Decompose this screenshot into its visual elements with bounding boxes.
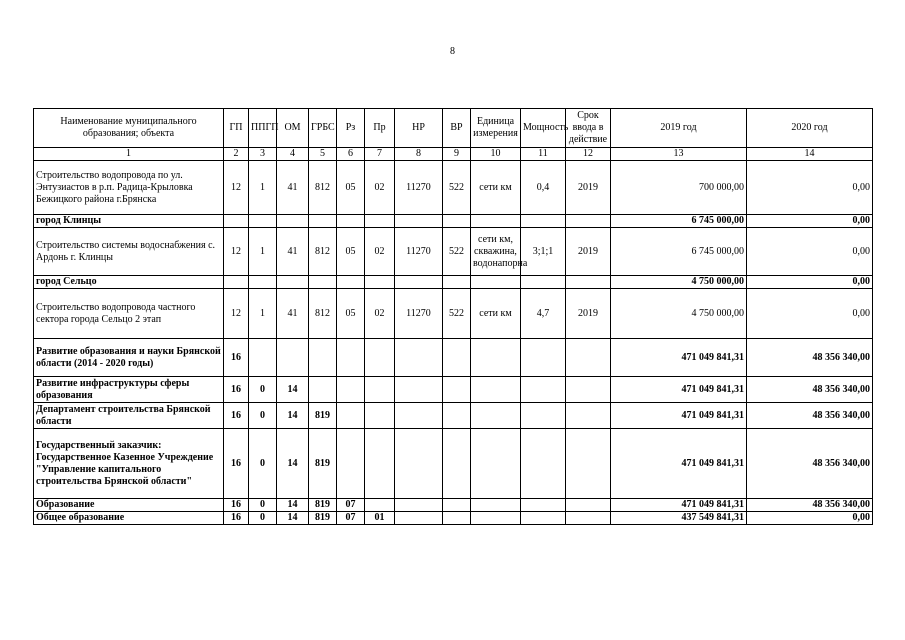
cell-power: 3;1;1 — [521, 228, 566, 276]
cell-unit — [471, 339, 521, 377]
cell-nr — [395, 276, 443, 289]
cell-name: Строительство водопровода частного сектора города Сельцо 2 этап — [34, 289, 224, 339]
cell-nr: 11270 — [395, 161, 443, 215]
cell-unit — [471, 512, 521, 525]
cell-om: 41 — [277, 289, 309, 339]
cell-name: Образование — [34, 499, 224, 512]
cell-pr — [365, 377, 395, 403]
cell-power — [521, 499, 566, 512]
cell-name: Строительство водопровода по ул. Энтузиастов в р.п. Радица-Крыловка Бежицкого района г.Брянска — [34, 161, 224, 215]
cell-pr: 01 — [365, 512, 395, 525]
column-number: 8 — [395, 148, 443, 161]
cell-gp: 16 — [224, 377, 249, 403]
cell-grbs: 819 — [309, 429, 337, 499]
header-grbs: ГРБС — [309, 109, 337, 148]
cell-grbs: 819 — [309, 512, 337, 525]
cell-vr — [443, 429, 471, 499]
table-row — [34, 339, 873, 377]
cell-y2020: 48 356 340,00 — [747, 377, 873, 403]
table-row — [34, 429, 873, 499]
cell-pr — [365, 403, 395, 429]
cell-pr: 02 — [365, 289, 395, 339]
cell-pr — [365, 429, 395, 499]
cell-nr — [395, 403, 443, 429]
cell-rz — [337, 377, 365, 403]
page-number: 8 — [450, 46, 455, 57]
cell-y2019: 437 549 841,31 — [611, 512, 747, 525]
cell-y2019: 471 049 841,31 — [611, 377, 747, 403]
cell-gp — [224, 215, 249, 228]
cell-ppgp: 1 — [249, 161, 277, 215]
header-row — [34, 109, 873, 148]
column-number: 2 — [224, 148, 249, 161]
cell-term — [566, 499, 611, 512]
header-2019: 2019 год — [611, 109, 747, 148]
cell-ppgp: 0 — [249, 403, 277, 429]
cell-rz — [337, 339, 365, 377]
cell-y2019: 6 745 000,00 — [611, 228, 747, 276]
cell-vr: 522 — [443, 228, 471, 276]
column-number: 11 — [521, 148, 566, 161]
cell-unit: сети км — [471, 161, 521, 215]
column-number: 12 — [566, 148, 611, 161]
cell-y2019: 4 750 000,00 — [611, 276, 747, 289]
header-unit: Единица измерения — [471, 109, 521, 148]
cell-term — [566, 377, 611, 403]
table-row — [34, 276, 873, 289]
cell-power — [521, 403, 566, 429]
cell-grbs — [309, 276, 337, 289]
cell-unit: сети км — [471, 289, 521, 339]
cell-nr: 11270 — [395, 228, 443, 276]
header-vr: ВР — [443, 109, 471, 148]
header-power: Мощность — [521, 109, 566, 148]
cell-pr: 02 — [365, 228, 395, 276]
header-rz: Рз — [337, 109, 365, 148]
cell-vr — [443, 339, 471, 377]
cell-gp: 12 — [224, 161, 249, 215]
column-number: 14 — [747, 148, 873, 161]
column-number-row — [34, 148, 873, 161]
cell-om: 14 — [277, 377, 309, 403]
cell-y2020: 0,00 — [747, 289, 873, 339]
cell-power — [521, 377, 566, 403]
cell-nr — [395, 377, 443, 403]
cell-ppgp: 0 — [249, 429, 277, 499]
cell-vr: 522 — [443, 289, 471, 339]
cell-gp — [224, 276, 249, 289]
cell-y2020: 48 356 340,00 — [747, 499, 873, 512]
cell-y2019: 471 049 841,31 — [611, 429, 747, 499]
cell-name: город Сельцо — [34, 276, 224, 289]
cell-grbs — [309, 339, 337, 377]
header-gp: ГП — [224, 109, 249, 148]
cell-y2019: 471 049 841,31 — [611, 339, 747, 377]
column-number: 1 — [34, 148, 224, 161]
cell-rz — [337, 429, 365, 499]
table-row — [34, 228, 873, 276]
cell-term — [566, 215, 611, 228]
cell-y2019: 700 000,00 — [611, 161, 747, 215]
cell-y2019: 4 750 000,00 — [611, 289, 747, 339]
cell-y2020: 48 356 340,00 — [747, 429, 873, 499]
header-om: ОМ — [277, 109, 309, 148]
cell-ppgp: 0 — [249, 512, 277, 525]
cell-nr — [395, 512, 443, 525]
cell-y2019: 471 049 841,31 — [611, 403, 747, 429]
cell-ppgp — [249, 276, 277, 289]
cell-grbs: 819 — [309, 403, 337, 429]
cell-power: 0,4 — [521, 161, 566, 215]
cell-om — [277, 276, 309, 289]
header-name: Наименование муниципального образования; объекта — [34, 109, 224, 148]
cell-om: 14 — [277, 499, 309, 512]
column-number: 7 — [365, 148, 395, 161]
cell-name: Общее образование — [34, 512, 224, 525]
cell-name: Развитие образования и науки Брянской области (2014 - 2020 годы) — [34, 339, 224, 377]
cell-nr — [395, 429, 443, 499]
cell-power — [521, 512, 566, 525]
table-row — [34, 215, 873, 228]
cell-y2020: 0,00 — [747, 512, 873, 525]
cell-om: 14 — [277, 403, 309, 429]
table-row — [34, 499, 873, 512]
cell-unit — [471, 403, 521, 429]
cell-vr — [443, 512, 471, 525]
cell-grbs — [309, 215, 337, 228]
cell-power — [521, 215, 566, 228]
cell-term — [566, 339, 611, 377]
header-2020: 2020 год — [747, 109, 873, 148]
cell-vr — [443, 377, 471, 403]
column-number: 13 — [611, 148, 747, 161]
header-pr: Пр — [365, 109, 395, 148]
header-nr: НР — [395, 109, 443, 148]
table-row — [34, 377, 873, 403]
column-number: 9 — [443, 148, 471, 161]
cell-name: Строительство системы водоснабжения с. Ардонь г. Клинцы — [34, 228, 224, 276]
cell-rz: 07 — [337, 512, 365, 525]
cell-pr — [365, 276, 395, 289]
cell-gp: 12 — [224, 228, 249, 276]
cell-gp: 16 — [224, 403, 249, 429]
header-ppgp: ППГП — [249, 109, 277, 148]
cell-vr — [443, 403, 471, 429]
cell-rz — [337, 215, 365, 228]
cell-y2020: 48 356 340,00 — [747, 339, 873, 377]
cell-rz — [337, 276, 365, 289]
cell-y2020: 0,00 — [747, 228, 873, 276]
cell-grbs: 812 — [309, 161, 337, 215]
cell-gp: 16 — [224, 499, 249, 512]
cell-rz: 05 — [337, 161, 365, 215]
cell-vr: 522 — [443, 161, 471, 215]
cell-y2019: 471 049 841,31 — [611, 499, 747, 512]
cell-name: Развитие инфраструктуры сферы образования — [34, 377, 224, 403]
column-number: 4 — [277, 148, 309, 161]
cell-term — [566, 403, 611, 429]
cell-unit — [471, 499, 521, 512]
cell-rz — [337, 403, 365, 429]
cell-name: Департамент строительства Брянской области — [34, 403, 224, 429]
header-term: Срок ввода в действие — [566, 109, 611, 148]
cell-ppgp — [249, 215, 277, 228]
column-number: 5 — [309, 148, 337, 161]
budget-table — [33, 108, 873, 525]
column-number: 3 — [249, 148, 277, 161]
cell-term: 2019 — [566, 161, 611, 215]
cell-nr — [395, 339, 443, 377]
cell-y2020: 0,00 — [747, 276, 873, 289]
cell-pr — [365, 499, 395, 512]
cell-term: 2019 — [566, 289, 611, 339]
cell-nr — [395, 215, 443, 228]
cell-vr — [443, 276, 471, 289]
cell-pr — [365, 215, 395, 228]
cell-y2019: 6 745 000,00 — [611, 215, 747, 228]
cell-ppgp: 1 — [249, 289, 277, 339]
cell-gp: 12 — [224, 289, 249, 339]
cell-om — [277, 339, 309, 377]
cell-name: город Клинцы — [34, 215, 224, 228]
cell-gp: 16 — [224, 429, 249, 499]
cell-name: Государственный заказчик: Государственное Казенное Учреждение "Управление капитального строительства Брянской области" — [34, 429, 224, 499]
cell-grbs: 812 — [309, 289, 337, 339]
cell-power — [521, 339, 566, 377]
cell-term — [566, 276, 611, 289]
cell-om: 41 — [277, 228, 309, 276]
cell-grbs — [309, 377, 337, 403]
cell-unit — [471, 429, 521, 499]
table-row — [34, 161, 873, 215]
table-row — [34, 403, 873, 429]
cell-om: 14 — [277, 429, 309, 499]
cell-rz: 07 — [337, 499, 365, 512]
cell-nr — [395, 499, 443, 512]
cell-power — [521, 276, 566, 289]
cell-ppgp: 0 — [249, 499, 277, 512]
cell-vr — [443, 499, 471, 512]
cell-y2020: 48 356 340,00 — [747, 403, 873, 429]
cell-unit — [471, 215, 521, 228]
table-row — [34, 512, 873, 525]
cell-ppgp: 0 — [249, 377, 277, 403]
cell-nr: 11270 — [395, 289, 443, 339]
cell-grbs: 812 — [309, 228, 337, 276]
cell-grbs: 819 — [309, 499, 337, 512]
cell-unit — [471, 377, 521, 403]
cell-power — [521, 429, 566, 499]
cell-term — [566, 512, 611, 525]
cell-om: 41 — [277, 161, 309, 215]
cell-om — [277, 215, 309, 228]
cell-pr — [365, 339, 395, 377]
cell-y2020: 0,00 — [747, 161, 873, 215]
column-number: 6 — [337, 148, 365, 161]
cell-gp: 16 — [224, 512, 249, 525]
cell-rz: 05 — [337, 289, 365, 339]
cell-ppgp: 1 — [249, 228, 277, 276]
cell-vr — [443, 215, 471, 228]
table-body — [34, 161, 873, 525]
cell-unit — [471, 276, 521, 289]
cell-y2020: 0,00 — [747, 215, 873, 228]
cell-term — [566, 429, 611, 499]
cell-pr: 02 — [365, 161, 395, 215]
cell-ppgp — [249, 339, 277, 377]
column-number: 10 — [471, 148, 521, 161]
cell-power: 4,7 — [521, 289, 566, 339]
cell-rz: 05 — [337, 228, 365, 276]
cell-gp: 16 — [224, 339, 249, 377]
cell-om: 14 — [277, 512, 309, 525]
cell-unit: сети км, скважина, водонапорна — [471, 228, 521, 276]
cell-term: 2019 — [566, 228, 611, 276]
table-row — [34, 289, 873, 339]
